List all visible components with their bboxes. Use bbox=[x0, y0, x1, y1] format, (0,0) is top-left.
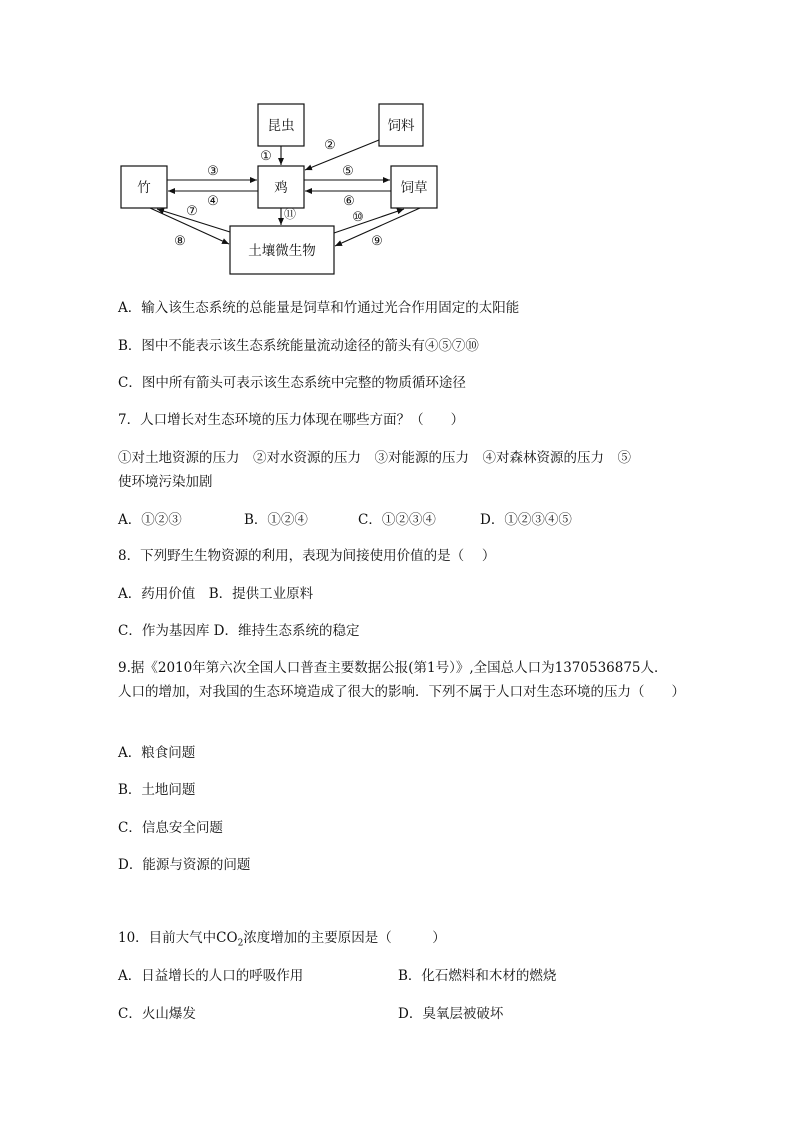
arrow-label-6: ⑥ bbox=[343, 194, 355, 209]
q6-option-c: C．图中所有箭头可表示该生态系统中完整的物质循环途径 bbox=[118, 375, 466, 391]
q10-option-b: B．化石燃料和木材的燃烧 bbox=[398, 968, 557, 984]
arrow-10 bbox=[334, 209, 404, 233]
soil-label: 土壤微生物 bbox=[248, 243, 316, 259]
q6-option-b: B．图中不能表示该生态系统能量流动途径的箭头有④⑤⑦⑩ bbox=[118, 338, 479, 354]
arrow-label-7: ⑦ bbox=[186, 204, 198, 219]
arrow-label-1: ① bbox=[260, 149, 272, 164]
q8-options-line2: C．作为基因库 D．维持生态系统的稳定 bbox=[118, 623, 360, 639]
arrow-label-10: ⑩ bbox=[352, 210, 364, 225]
arrow-label-9: ⑨ bbox=[371, 234, 383, 249]
q9-stem: 9.据《2010年第六次全国人口普查主要数据公报(第1号）》,全国总人口为1370536875人．人口的增加，对我国的生态环境造成了很大的影响．下列不属于人口对生态环境的压力（ ） bbox=[118, 660, 685, 700]
q10-stem-after: 浓度增加的主要原因是（ ） bbox=[243, 930, 446, 946]
insect-label: 昆虫 bbox=[267, 118, 295, 134]
forage-label: 饲草 bbox=[400, 180, 428, 196]
chicken-label: 鸡 bbox=[274, 180, 288, 196]
feed-label: 饲料 bbox=[387, 118, 415, 134]
arrow-label-8: ⑧ bbox=[174, 234, 186, 249]
q10-option-c: C．火山爆发 bbox=[118, 1006, 196, 1022]
q7-option-d: D．①②③④⑤ bbox=[480, 512, 572, 528]
q10-options-row2 bbox=[118, 1004, 678, 1024]
q9-option-b: B．土地问题 bbox=[118, 782, 196, 798]
q10-stem-subscript: 2 bbox=[237, 938, 244, 949]
q8-stem: 8．下列野生生物资源的利用，表现为间接使用价值的是（ ） bbox=[118, 548, 496, 564]
q10-stem bbox=[118, 928, 678, 954]
arrow-label-5: ⑤ bbox=[342, 164, 354, 179]
bamboo-label: 竹 bbox=[137, 180, 151, 196]
q8-options-line1: A．药用价值 B．提供工业原料 bbox=[118, 586, 314, 602]
q7-stem: 7．人口增长对生态环境的压力体现在哪些方面？（ ） bbox=[118, 412, 465, 428]
q7-option-a: A．①②③ bbox=[118, 512, 182, 528]
q7-items-line1: ①对土地资源的压力 ②对水资源的压力 ③对能源的压力 ④对森林资源的压力 ⑤ bbox=[118, 450, 631, 466]
arrow-label-11: ⑪ bbox=[283, 207, 297, 221]
arrow-label-4: ④ bbox=[207, 194, 219, 209]
q9-option-a: A．粮食问题 bbox=[118, 745, 196, 761]
food-web-diagram bbox=[0, 0, 794, 300]
q10-option-a: A．日益增长的人口的呼吸作用 bbox=[118, 968, 304, 984]
q10-stem-before: 10．目前大气中CO bbox=[118, 930, 238, 946]
q10-option-d: D．臭氧层被破坏 bbox=[398, 1006, 504, 1022]
arrow-label-2: ② bbox=[324, 138, 336, 153]
q9-option-d: D．能源与资源的问题 bbox=[118, 857, 251, 873]
q7-option-b: B．①②④ bbox=[244, 512, 308, 528]
q7-option-c: C．①②③④ bbox=[358, 512, 436, 528]
arrow-label-3: ③ bbox=[207, 164, 219, 179]
q7-items-line2: 使环境污染加剧 bbox=[118, 474, 213, 490]
q10-options-row1 bbox=[118, 966, 678, 986]
q6-option-a: A．输入该生态系统的总能量是饲草和竹通过光合作用固定的太阳能 bbox=[118, 300, 520, 316]
q9-option-c: C．信息安全问题 bbox=[118, 820, 223, 836]
